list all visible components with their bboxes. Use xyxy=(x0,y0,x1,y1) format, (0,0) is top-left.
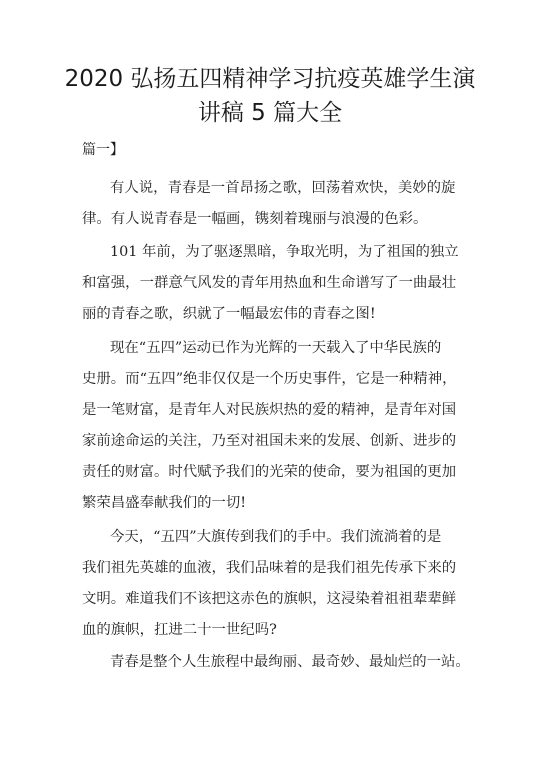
paragraph-line: 今天，“五四”大旗传到我们的手中。我们流淌着的是 xyxy=(110,529,442,545)
paragraph-line: 文明。难道我们不该把这赤色的旗帜，这浸染着祖祖辈辈鲜 xyxy=(82,591,457,607)
paragraph-line: 现在“五四”运动已作为光辉的一天载入了中华民族的 xyxy=(110,340,442,356)
paragraph-line: 101 年前，为了驱逐黑暗，争取光明，为了祖国的独立 xyxy=(110,244,459,260)
paragraph-line: 血的旗帜，扛进二十一世纪吗? xyxy=(82,622,277,638)
section-label: 篇一】 xyxy=(82,142,124,158)
paragraph-line: 是一笔财富，是青年人对民族炽热的爱的精神，是青年对国 xyxy=(82,402,457,418)
paragraph-line: 家前途命运的关注，乃至对祖国未来的发展、创新、进步的 xyxy=(82,433,457,449)
paragraph-line: 繁荣昌盛奉献我们的一切! xyxy=(82,495,247,511)
document-title-line-1: 2020 弘扬五四精神学习抗疫英雄学生演 xyxy=(64,66,476,92)
paragraph-line: 史册。而“五四”绝非仅仅是一个历史事件，它是一种精神， xyxy=(82,371,457,387)
paragraph-line: 和富强，一群意气风发的青年用热血和生命谱写了一曲最壮 xyxy=(82,275,457,291)
paragraph-line: 我们祖先英雄的血液，我们品味着的是我们祖先传承下来的 xyxy=(82,560,457,576)
document-title-line-2: 讲稿 5 篇大全 xyxy=(197,100,343,126)
paragraph-line: 丽的青春之歌，织就了一幅最宏伟的青春之图! xyxy=(82,306,376,322)
paragraph-line: 青春是整个人生旅程中最绚丽、最奇妙、最灿烂的一站。 xyxy=(110,654,470,670)
paragraph-line: 责任的财富。时代赋予我们的光荣的使命，要为祖国的更加 xyxy=(82,464,457,480)
paragraph-line: 有人说，青春是一首昂扬之歌，回荡着欢快，美妙的旋 xyxy=(110,180,456,196)
paragraph-line: 律。有人说青春是一幅画，镌刻着瑰丽与浪漫的色彩。 xyxy=(82,211,428,227)
